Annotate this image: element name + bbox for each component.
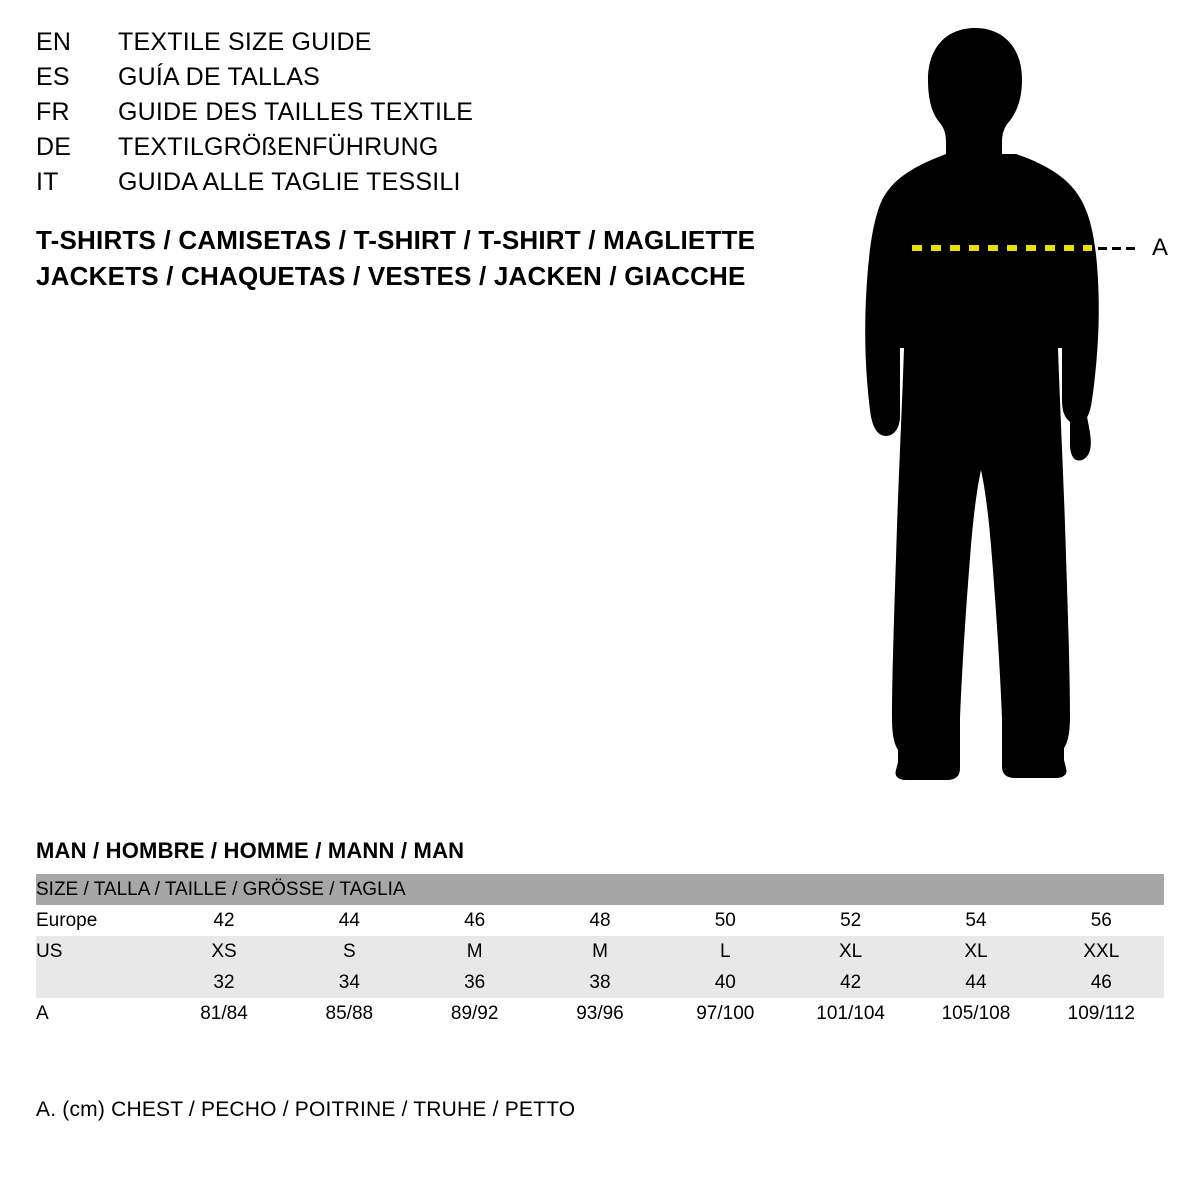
callout-dashes (1098, 246, 1144, 250)
cell-us-1: S (287, 936, 412, 967)
cell-europe-7: 56 (1039, 905, 1164, 936)
language-text-de: TEXTILGRÖßENFÜHRUNG (118, 133, 439, 161)
language-row-fr (36, 98, 756, 133)
language-text-it: GUIDA ALLE TAGLIE TESSILI (118, 168, 461, 196)
language-row-es (36, 63, 756, 98)
cell-numeric-3: 38 (537, 967, 662, 998)
cell-a-6: 105/108 (913, 998, 1038, 1029)
cell-a-2: 89/92 (412, 998, 537, 1029)
cell-us-2: M (412, 936, 537, 967)
cell-us-6: XL (913, 936, 1038, 967)
size-table (36, 874, 1164, 1029)
row-label-europe: Europe (36, 905, 161, 936)
language-row-it (36, 168, 756, 203)
cell-numeric-2: 36 (412, 967, 537, 998)
cell-europe-6: 54 (913, 905, 1038, 936)
cell-a-7: 109/112 (1039, 998, 1164, 1029)
cell-us-4: L (663, 936, 788, 967)
cell-europe-5: 52 (788, 905, 913, 936)
silhouette-figure (820, 18, 1180, 798)
cell-europe-4: 50 (663, 905, 788, 936)
man-section-title: MAN / HOMBRE / HOMME / MANN / MAN (36, 838, 465, 863)
language-code-it: IT (36, 168, 59, 196)
cell-europe-2: 46 (412, 905, 537, 936)
cell-a-1: 85/88 (287, 998, 412, 1029)
table-row (36, 936, 1164, 967)
cell-a-3: 93/96 (537, 998, 662, 1029)
category-block (36, 222, 776, 294)
table-row (36, 967, 1164, 998)
size-table-section (36, 838, 1164, 1029)
cell-numeric-1: 34 (287, 967, 412, 998)
row-label-a: A (36, 998, 161, 1029)
language-row-de (36, 133, 756, 168)
cell-numeric-7: 46 (1039, 967, 1164, 998)
category-line-jackets: JACKETS / CHAQUETAS / VESTES / JACKEN / GIACCHE (36, 261, 746, 291)
table-header-row (36, 874, 1164, 905)
cell-us-5: XL (788, 936, 913, 967)
language-text-en: TEXTILE SIZE GUIDE (118, 28, 372, 56)
language-code-en: EN (36, 28, 72, 56)
language-row-en (36, 28, 756, 63)
language-code-es: ES (36, 63, 70, 91)
cell-europe-0: 42 (161, 905, 286, 936)
row-label-numeric (36, 967, 161, 998)
body-silhouette-icon (820, 18, 1180, 798)
language-code-de: DE (36, 133, 72, 161)
footnote-chest: A. (cm) CHEST / PECHO / POITRINE / TRUHE / PETTO (36, 1098, 576, 1121)
table-row (36, 998, 1164, 1029)
cell-us-0: XS (161, 936, 286, 967)
category-line-tshirts: T-SHIRTS / CAMISETAS / T-SHIRT / T-SHIRT / MAGLIETTE (36, 225, 756, 255)
cell-us-7: XXL (1039, 936, 1164, 967)
cell-a-5: 101/104 (788, 998, 913, 1029)
cell-numeric-5: 42 (788, 967, 913, 998)
row-label-us: US (36, 936, 161, 967)
language-text-es: GUÍA DE TALLAS (118, 63, 320, 91)
table-row (36, 905, 1164, 936)
cell-numeric-6: 44 (913, 967, 1038, 998)
cell-europe-3: 48 (537, 905, 662, 936)
language-code-fr: FR (36, 98, 70, 126)
callout-label-a: A (1152, 234, 1169, 261)
cell-a-0: 81/84 (161, 998, 286, 1029)
cell-numeric-4: 40 (663, 967, 788, 998)
table-header-label: SIZE / TALLA / TAILLE / GRÖSSE / TAGLIA (36, 874, 1164, 905)
cell-a-4: 97/100 (663, 998, 788, 1029)
cell-numeric-0: 32 (161, 967, 286, 998)
language-header-block (36, 28, 756, 203)
cell-us-3: M (537, 936, 662, 967)
cell-europe-1: 44 (287, 905, 412, 936)
language-text-fr: GUIDE DES TAILLES TEXTILE (118, 98, 474, 126)
